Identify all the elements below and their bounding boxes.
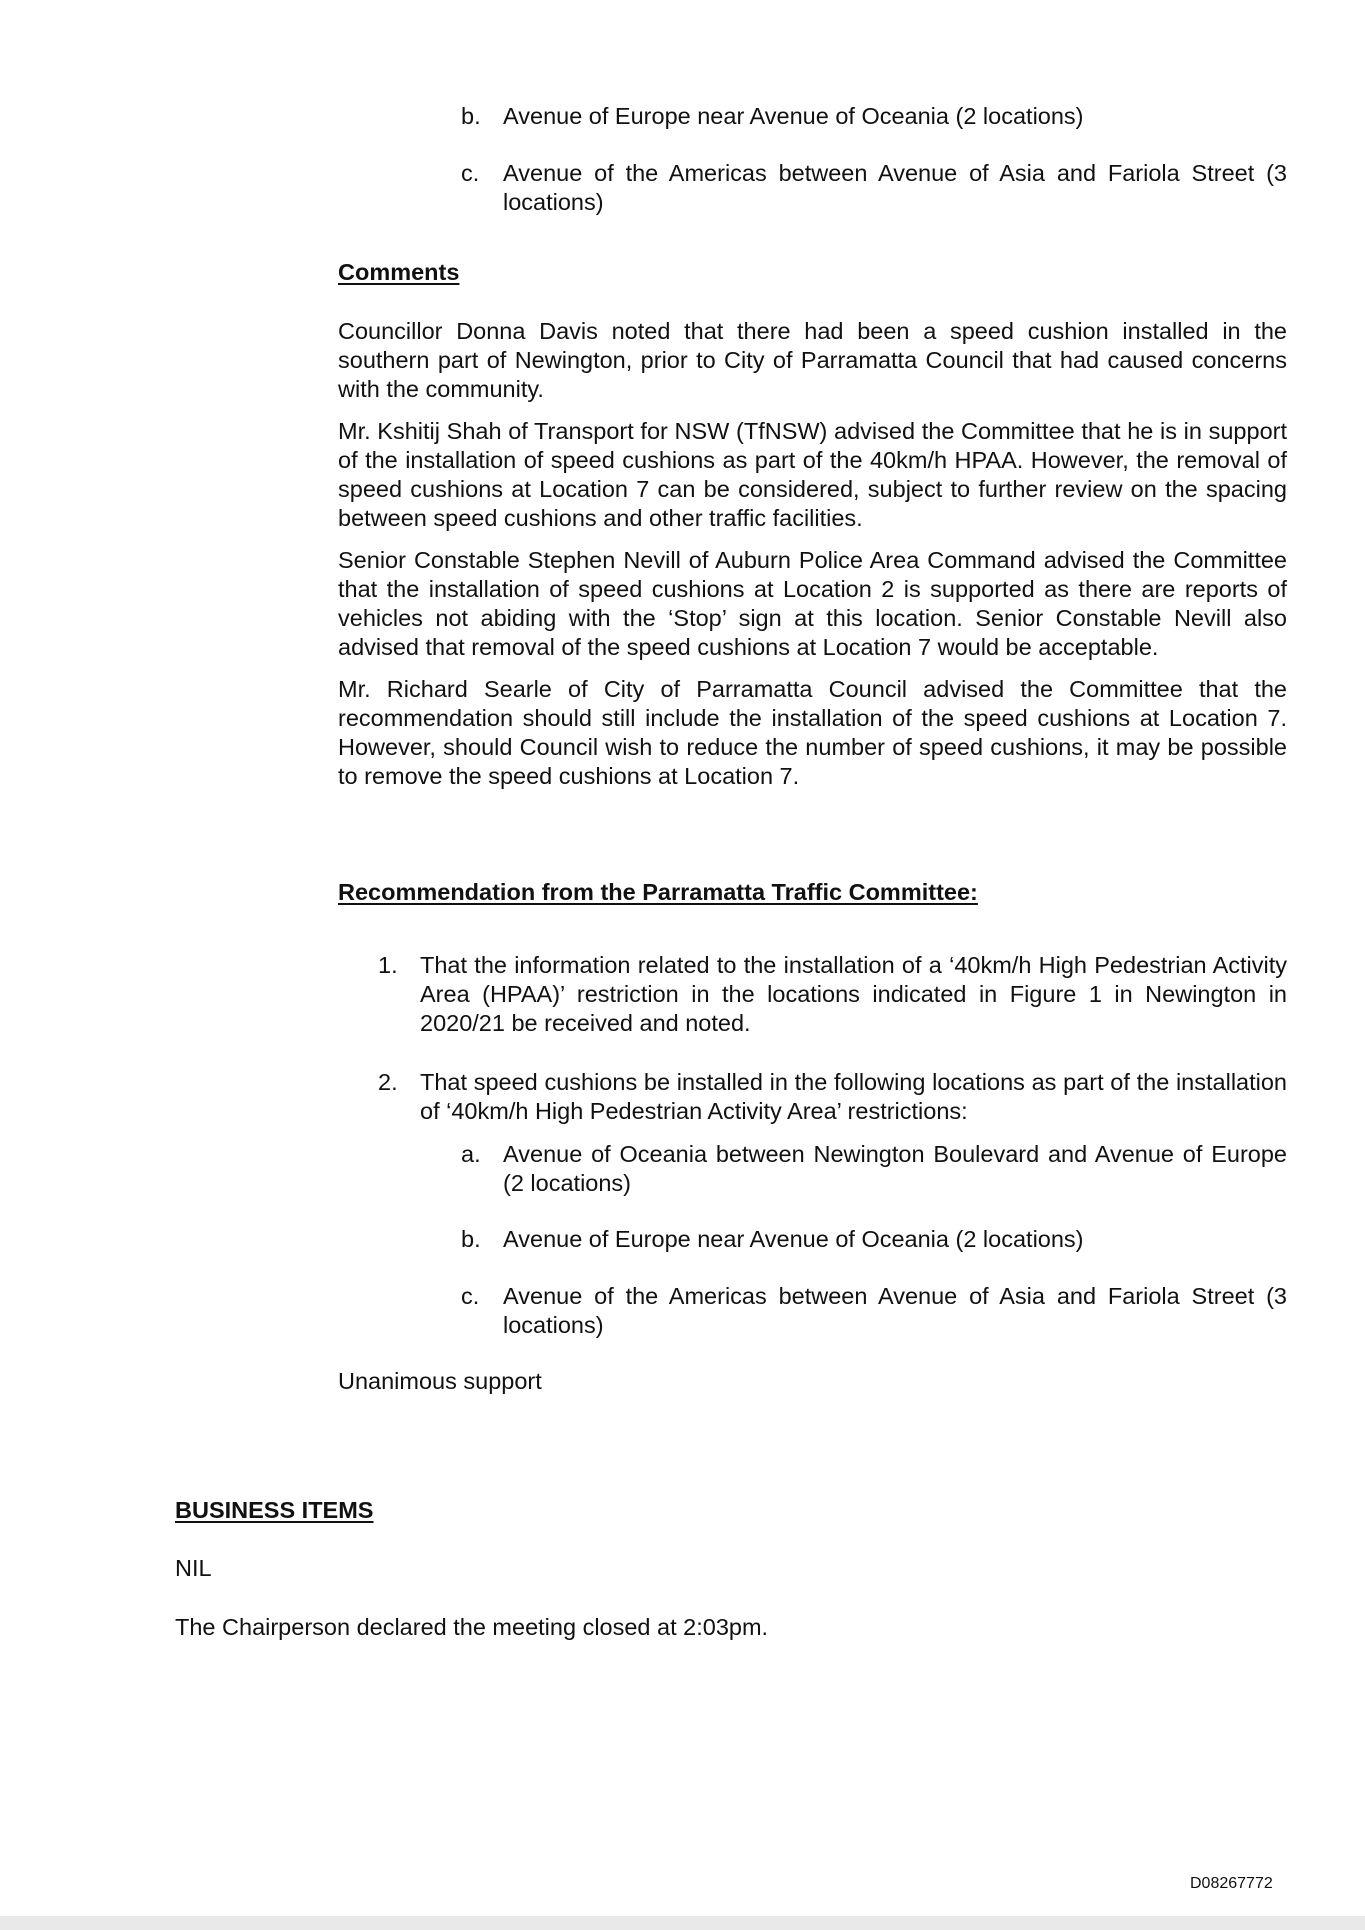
list-item-text: Avenue of Oceania between Newington Boulevard and Avenue of Europe (2 locations) (503, 1141, 1287, 1196)
list-item-text: Avenue of the Americas between Avenue of Asia and Fariola Street (3 locations) (503, 160, 1287, 215)
comment-paragraph: Mr. Kshitij Shah of Transport for NSW (TfNSW) advised the Committee that he is in support of the installation of speed cushions as part of the 40km/h HPAA. However, the removal of speed cushions at Location 7 can be considered, subject to further review on the spacing between speed cushions and other traffic facilities. (338, 418, 1287, 531)
recommendation-heading: Recommendation from the Parramatta Traffic Committee: (338, 879, 978, 905)
list-item (461, 102, 1287, 131)
comment-paragraph: Mr. Richard Searle of City of Parramatta Council advised the Committee that the recommendation should still include the installation of the speed cushions at Location 7. However, should Council wish to reduce the number of speed cushions, it may be possible to remove the speed cushions at Location 7. (338, 676, 1287, 789)
business-items-content: NIL (175, 1555, 212, 1581)
recommendation-sub-item (461, 1225, 1287, 1254)
list-item (461, 159, 1287, 217)
list-item-marker: b. (461, 1226, 481, 1252)
recommendation-outcome: Unanimous support (338, 1368, 542, 1394)
page-bottom-edge (0, 1916, 1365, 1930)
list-item-text: Avenue of the Americas between Avenue of Asia and Fariola Street (3 locations) (503, 1283, 1287, 1338)
list-item-text: That the information related to the installation of a ‘40km/h High Pedestrian Activity Area (HPAA)’ restriction in the locations indicated in Figure 1 in Newington in 2020/21 be received and noted. (420, 952, 1287, 1036)
document-id: D08267772 (1190, 1875, 1273, 1892)
list-item-text: Avenue of Europe near Avenue of Oceania (2 locations) (503, 1226, 1084, 1252)
comment-paragraph: Councillor Donna Davis noted that there had been a speed cushion installed in the southern part of Newington, prior to City of Parramatta Council that had caused concerns with the community. (338, 318, 1287, 402)
list-item-marker: a. (461, 1141, 481, 1167)
list-item-marker: c. (461, 160, 480, 186)
list-item-text: Avenue of Europe near Avenue of Oceania (2 locations) (503, 103, 1084, 129)
meeting-closing-statement: The Chairperson declared the meeting closed at 2:03pm. (175, 1614, 769, 1640)
comments-heading: Comments (338, 259, 460, 285)
comments-body (338, 317, 1287, 791)
recommendation-sub-item (461, 1282, 1287, 1340)
recommendation-sub-item (461, 1140, 1287, 1198)
list-item-marker: c. (461, 1283, 480, 1309)
list-item-marker: 2. (378, 1069, 398, 1095)
list-item-text: That speed cushions be installed in the following locations as part of the installation of ‘40km/h High Pedestrian Activity Area’ restrictions: (420, 1069, 1287, 1124)
recommendation-item (378, 951, 1287, 1038)
list-item-marker: b. (461, 103, 481, 129)
recommendation-item (378, 1068, 1287, 1126)
comment-paragraph: Senior Constable Stephen Nevill of Auburn Police Area Command advised the Committee that the installation of speed cushions at Location 2 is supported as there are reports of vehicles not abiding with the ‘Stop’ sign at this location. Senior Constable Nevill also advised that removal of the speed cushions at Location 7 would be acceptable. (338, 547, 1287, 660)
business-items-heading: BUSINESS ITEMS (175, 1497, 374, 1523)
list-item-marker: 1. (378, 952, 398, 978)
